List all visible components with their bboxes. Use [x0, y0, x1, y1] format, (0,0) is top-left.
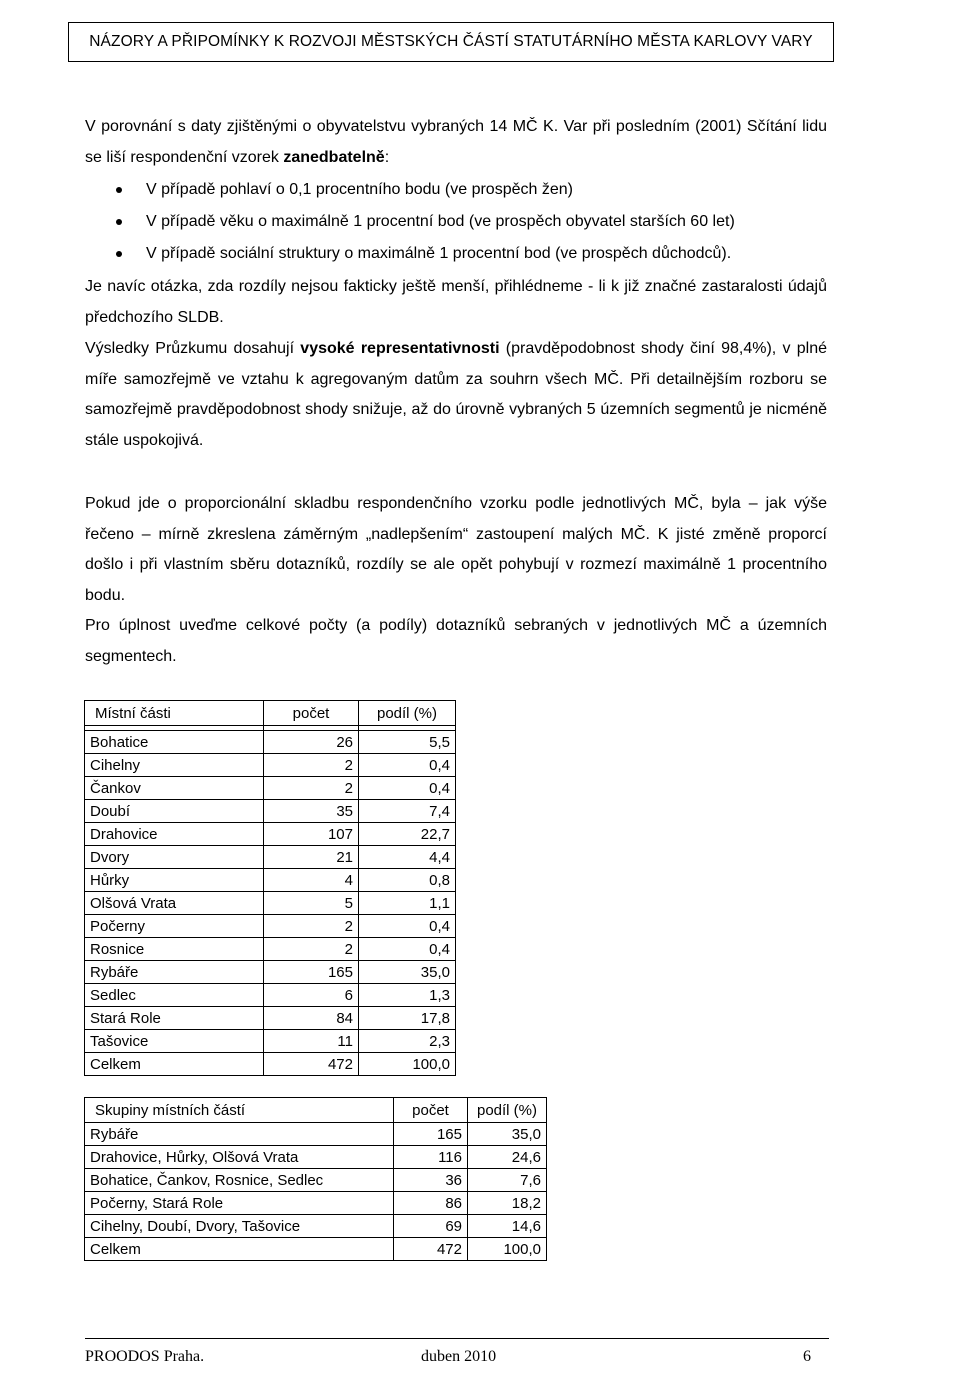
cell-share: 22,7 — [359, 823, 456, 846]
cell-count: 84 — [264, 1007, 359, 1030]
column-header — [85, 1098, 394, 1123]
list-item — [85, 206, 827, 238]
table-row — [85, 984, 456, 1007]
table-row — [85, 846, 456, 869]
table-row — [85, 1123, 547, 1146]
cell-count: 6 — [264, 984, 359, 1007]
cell-share: 0,4 — [359, 754, 456, 777]
cell-count: 165 — [264, 961, 359, 984]
table-row — [85, 915, 456, 938]
cell-share: 2,3 — [359, 1030, 456, 1053]
cell-share: 18,2 — [468, 1192, 547, 1215]
cell-count: 116 — [394, 1146, 468, 1169]
table-row — [85, 1169, 547, 1192]
table-row — [85, 869, 456, 892]
header-label: Skupiny místních částí — [95, 1101, 246, 1119]
table-row — [85, 1215, 547, 1238]
para3-text: Výsledky Průzkumu dosahují — [85, 340, 301, 357]
cell-share: 7,6 — [468, 1169, 547, 1192]
table-row — [85, 1192, 547, 1215]
table-row — [85, 800, 456, 823]
cell-count: 26 — [264, 731, 359, 754]
table-row — [85, 1007, 456, 1030]
cell-share: 35,0 — [468, 1123, 547, 1146]
total-share: 100,0 — [359, 1053, 456, 1076]
cell-share: 24,6 — [468, 1146, 547, 1169]
table-row — [85, 1146, 547, 1169]
cell-share: 35,0 — [359, 961, 456, 984]
bullet-icon — [116, 251, 122, 257]
total-share: 100,0 — [468, 1238, 547, 1261]
cell-count: 2 — [264, 754, 359, 777]
list-item-text: V případě pohlaví o 0,1 procentního bodu (ve prospěch žen) — [146, 181, 573, 198]
table-header-row — [85, 701, 456, 726]
cell-name: Cihelny — [85, 754, 264, 777]
cell-share: 0,4 — [359, 777, 456, 800]
table-row — [85, 892, 456, 915]
cell-name: Cihelny, Doubí, Dvory, Tašovice — [85, 1215, 394, 1238]
cell-name: Dvory — [85, 846, 264, 869]
cell-count: 2 — [264, 938, 359, 961]
cell-name: Bohatice — [85, 731, 264, 754]
column-header: počet — [264, 701, 359, 726]
footer-company: PROODOS Praha. — [85, 1348, 205, 1365]
total-label: Celkem — [85, 1238, 394, 1261]
bullet-icon — [116, 219, 122, 225]
cell-count: 165 — [394, 1123, 468, 1146]
table-row — [85, 823, 456, 846]
cell-share: 14,6 — [468, 1215, 547, 1238]
list-item-text: V případě věku o maximálně 1 procentní bod (ve prospěch obyvatel starších 60 let) — [146, 213, 735, 230]
table-part-groups — [84, 1097, 547, 1261]
table-total-row — [85, 1053, 456, 1076]
cell-name: Hůrky — [85, 869, 264, 892]
total-count: 472 — [394, 1238, 468, 1261]
intro-text: V porovnání s daty zjištěnými o obyvatelstvu vybraných 14 MČ K. Var při posledním (2001) Sčítání lidu se liší respondenční vzorek — [85, 118, 827, 166]
table-row — [85, 938, 456, 961]
bullet-icon — [116, 187, 122, 193]
cell-name: Tašovice — [85, 1030, 264, 1053]
cell-share: 0,4 — [359, 938, 456, 961]
paragraph-2: Je navíc otázka, zda rozdíly nejsou fakticky ještě menší, přihlédneme - li k již značné zastaralosti údajů předchozího SLDB. — [85, 278, 827, 326]
intro-bold: zanedbatelně — [283, 148, 385, 166]
cell-count: 86 — [394, 1192, 468, 1215]
paragraph-5: Pro úplnost uveďme celkové počty (a podíly) dotazníků sebraných v jednotlivých MČ a územních segmentech. — [85, 617, 827, 665]
cell-name: Drahovice — [85, 823, 264, 846]
cell-count: 36 — [394, 1169, 468, 1192]
cell-name: Počerny — [85, 915, 264, 938]
table-header-row — [85, 1098, 547, 1123]
paragraph-4: Pokud jde o proporcionální skladbu respondenčního vzorku podle jednotlivých MČ, byla – jak výše řečeno – mírně zkreslena záměrným „nadlepšením“ zastoupení malých MČ. K jisté změně proporcí došlo i při vlastním sběru dotazníků, rozdíly se ale opět pohybují v rozmezí maximálně 1 procentního bodu. — [85, 495, 827, 604]
cell-name: Rybáře — [85, 961, 264, 984]
cell-name: Rybáře — [85, 1123, 394, 1146]
column-header: podíl (%) — [468, 1098, 547, 1123]
footer-date: duben 2010 — [421, 1348, 497, 1365]
cell-count: 4 — [264, 869, 359, 892]
cell-count: 5 — [264, 892, 359, 915]
list-item — [85, 174, 827, 206]
footer-divider — [85, 1338, 829, 1339]
cell-count: 2 — [264, 777, 359, 800]
cell-share: 0,4 — [359, 915, 456, 938]
cell-name: Sedlec — [85, 984, 264, 1007]
table-row — [85, 754, 456, 777]
difference-list — [85, 174, 827, 270]
cell-count: 69 — [394, 1215, 468, 1238]
cell-name: Rosnice — [85, 938, 264, 961]
cell-count: 11 — [264, 1030, 359, 1053]
table-total-row — [85, 1238, 547, 1261]
header-label: Místní části — [95, 704, 171, 722]
cell-name: Počerny, Stará Role — [85, 1192, 394, 1215]
cell-count: 107 — [264, 823, 359, 846]
para3-text-end: (pravděpodobnost shody činí 98,4%), v plné míře samozřejmě ve vztahu k agregovaným datům za souhrn všech MČ. Při detailnějším rozboru se samozřejmě pravděpodobnost shody snižuje, až do úrovně vybraných 5 územních segmentů je nicméně stále uspokojivá. — [85, 340, 828, 449]
intro-colon: : — [384, 148, 390, 166]
table-row — [85, 777, 456, 800]
cell-name: Stará Role — [85, 1007, 264, 1030]
paragraph-3 — [85, 334, 827, 456]
list-item-text: V případě sociální struktury o maximálně 1 procentní bod (ve prospěch důchodců). — [146, 245, 732, 262]
cell-name: Doubí — [85, 800, 264, 823]
total-count: 472 — [264, 1053, 359, 1076]
page-number: 6 — [803, 1348, 811, 1365]
para3-bold: vysoké representativnosti — [300, 340, 500, 357]
cell-share: 1,3 — [359, 984, 456, 1007]
column-header — [85, 701, 264, 726]
table-row — [85, 1030, 456, 1053]
table-row — [85, 961, 456, 984]
header-title: NÁZORY A PŘIPOMÍNKY K ROZVOJI MĚSTSKÝCH ČÁSTÍ STATUTÁRNÍHO MĚSTA KARLOVY VARY — [89, 33, 813, 50]
cell-name: Čankov — [85, 777, 264, 800]
list-item — [85, 238, 827, 270]
cell-name: Olšová Vrata — [85, 892, 264, 915]
cell-share: 1,1 — [359, 892, 456, 915]
cell-count: 2 — [264, 915, 359, 938]
table-row — [85, 731, 456, 754]
cell-count: 21 — [264, 846, 359, 869]
cell-share: 17,8 — [359, 1007, 456, 1030]
cell-name: Bohatice, Čankov, Rosnice, Sedlec — [85, 1169, 394, 1192]
cell-share: 5,5 — [359, 731, 456, 754]
intro-paragraph — [85, 112, 827, 173]
table-local-parts — [84, 700, 456, 1076]
cell-count: 35 — [264, 800, 359, 823]
document-header — [68, 22, 834, 62]
cell-name: Drahovice, Hůrky, Olšová Vrata — [85, 1146, 394, 1169]
column-header: počet — [394, 1098, 468, 1123]
cell-share: 0,8 — [359, 869, 456, 892]
column-header: podíl (%) — [359, 701, 456, 726]
cell-share: 4,4 — [359, 846, 456, 869]
total-label: Celkem — [85, 1053, 264, 1076]
cell-share: 7,4 — [359, 800, 456, 823]
